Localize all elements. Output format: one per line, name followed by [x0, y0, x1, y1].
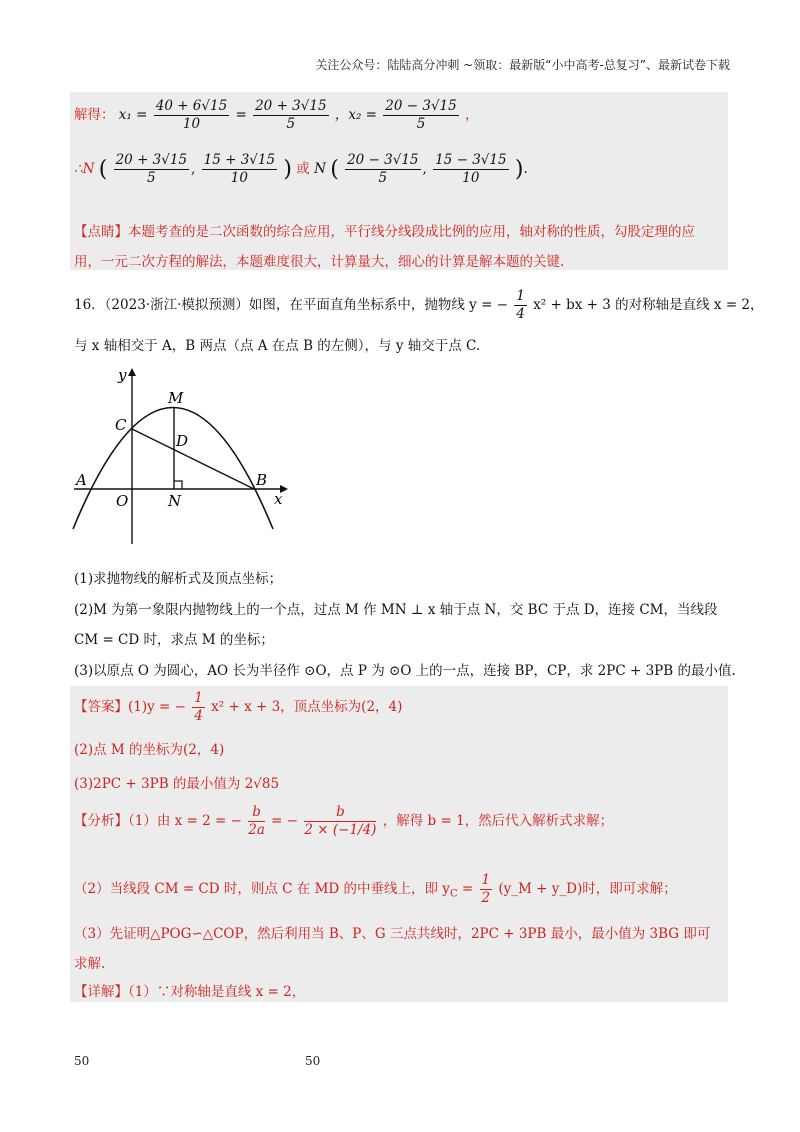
- n1-x-fraction: $\frac{20 + 3√15}{5}$: [115, 152, 188, 186]
- detail-line: 【详解】（1）∵对称轴是直线 x = 2，: [74, 984, 306, 1000]
- x2-label: ，x₂ =: [334, 107, 377, 123]
- analysis-fraction-half: $\frac{1}{2}$: [481, 872, 491, 906]
- analysis-2: （2）当线段 CM = CD 时，则点 C 在 MD 的中垂线上，即 $y_C$ = $\frac{1}{2}$ (y_M + y_D)时，即可求解；: [74, 872, 677, 906]
- x1-fraction-2: $\frac{20 + 3√15}{5}$: [255, 98, 327, 132]
- question-2-line-1: (2)M 为第一象限内抛物线上的一个点，过点 M 作 MN ⊥ x 轴于点 N，交 BC 于点 D，连接 CM，当线段: [74, 602, 718, 618]
- label-y: y: [118, 366, 127, 384]
- answer-1: 【答案】(1)y = − $\frac{1}{4}$ x² + x + 3，顶点坐标为(2，4): [74, 690, 403, 724]
- question-2-line-2: CM = CD 时，求点 M 的坐标；: [74, 632, 274, 648]
- page-header: 关注公众号：陆陆高分冲刺 ~领取：最新版“小中高考-总复习”、最新试卷下载: [315, 58, 730, 72]
- analysis-3-line-2: 求解.: [74, 956, 106, 972]
- right-angle-mark: [174, 481, 182, 489]
- x1-label: x₁ =: [118, 107, 148, 123]
- label-n: N: [168, 492, 182, 510]
- or-word: 或: [296, 161, 310, 177]
- problem-line-1: 16．（2023·浙江·模拟预测）如图，在平面直角坐标系中，抛物线 y = − $\frac{1}{4}$ x² + bx + 3 的对称轴是直线 x = 2，: [74, 288, 764, 322]
- label-x: x: [274, 490, 283, 508]
- x2-fraction: $\frac{20 - 3√15}{5}$: [385, 98, 457, 132]
- label-c: C: [115, 416, 127, 434]
- n2-y-fraction: $\frac{15 - 3√15}{10}$: [435, 152, 507, 186]
- answer-fraction: $\frac{1}{4}$: [194, 690, 203, 724]
- answer-3: (3)2PC + 3PB 的最小值为 2√85: [74, 776, 280, 792]
- label-d: D: [176, 432, 189, 450]
- answer-block: [70, 686, 728, 1002]
- segment-cb: [132, 429, 254, 489]
- label-b: B: [256, 471, 268, 489]
- parabola-figure: [68, 364, 298, 554]
- footer-page-left: 50: [74, 1054, 90, 1068]
- answer-2: (2)点 M 的坐标为(2，4): [74, 742, 225, 758]
- comment-line-1: 【点睛】本题考查的是二次函数的综合应用，平行线分线段成比例的应用，轴对称的性质，勾股定理的应: [74, 224, 695, 240]
- y-axis-arrow: [128, 368, 136, 376]
- label-a: A: [76, 471, 87, 489]
- question-3: (3)以原点 O 为圆心，AO 长为半径作 ⊙O，点 P 为 ⊙O 上的一点，连接 BP，CP，求 2PC + 3PB 的最小值.: [74, 663, 736, 679]
- solve-prefix: 解得：: [74, 107, 115, 123]
- label-m: M: [168, 389, 184, 407]
- parabola-curve: [73, 408, 273, 530]
- n2-x-fraction: $\frac{20 - 3√15}{5}$: [347, 152, 419, 186]
- footer-page-right: 50: [305, 1054, 321, 1068]
- solution-line-x: 解得： x₁ = $\frac{40 + 6√15}{10}$ = $\frac{20 + 3√15}{5}$ ，x₂ = $\frac{20 - 3√15}{5}$ ，: [74, 98, 479, 132]
- analysis-1: 【分析】（1）由 x = 2 = − $\frac{b}{2a}$ = − $\frac{b}{2 \times (-1/4)}$ ，解得 b = 1，然后代入解析式求解；: [74, 804, 614, 838]
- problem-line-2: 与 x 轴相交于 A，B 两点（点 A 在点 B 的左侧），与 y 轴交于点 C.: [74, 338, 481, 354]
- analysis-3-line-1: （3）先证明△POG∽△COP，然后利用当 B、P、G 三点共线时，2PC + 3PB 最小，最小值为 3BG 即可: [74, 926, 711, 942]
- n1-y-fraction: $\frac{15 + 3√15}{10}$: [203, 152, 276, 186]
- analysis-fraction-2: $\frac{b}{2 \times (-1/4)}$: [304, 804, 377, 838]
- analysis-fraction-1: $\frac{b}{2a}$: [248, 804, 265, 838]
- x1-fraction-1: $\frac{40 + 6√15}{10}$: [155, 98, 228, 132]
- therefore-n: ∴N: [74, 161, 95, 177]
- question-1: (1)求抛物线的解析式及顶点坐标；: [74, 571, 283, 587]
- solution-line-n: ∴N ( $\frac{20 + 3√15}{5}$ , $\frac{15 + 3√15}{10}$ ) 或 N ( $\frac{20 - 3√15}{5}$ , $\frac{15 - 3√15}{10}$ ).: [74, 152, 528, 186]
- previous-solution-block: [70, 92, 728, 270]
- label-o: O: [116, 492, 129, 510]
- problem-fraction: $\frac{1}{4}$: [516, 288, 525, 322]
- comment-line-2: 用，一元二次方程的解法，本题难度很大，计算量大，细心的计算是解本题的关键.: [74, 254, 565, 270]
